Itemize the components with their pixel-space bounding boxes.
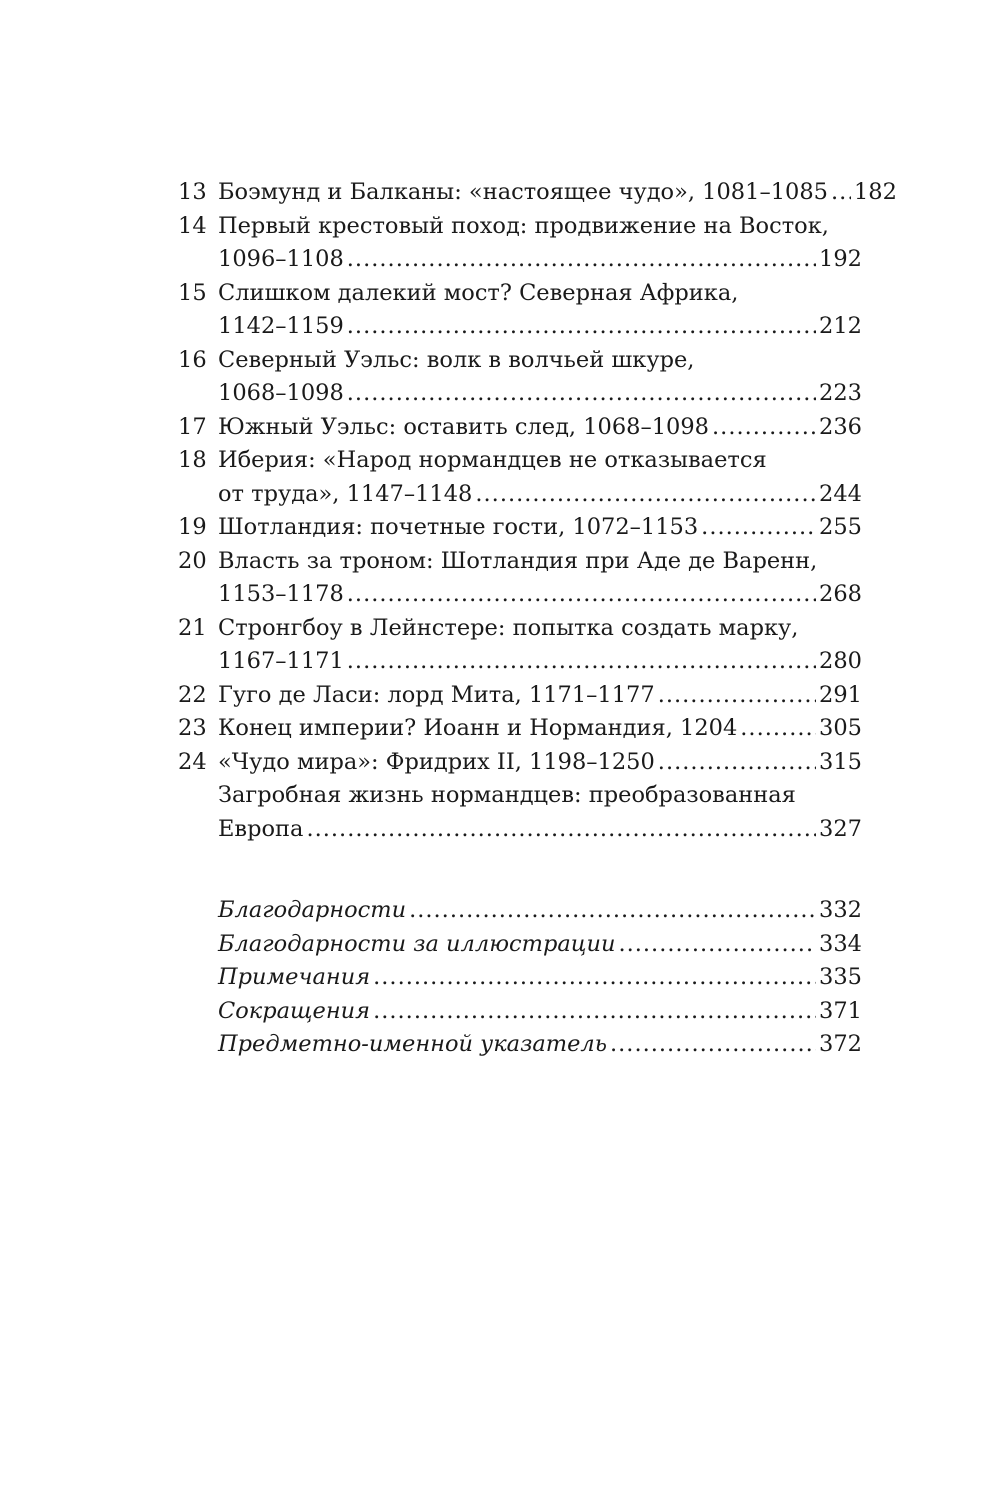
back-matter-title: Благодарности	[218, 897, 407, 923]
chapter-line	[218, 779, 862, 813]
dot-leader	[658, 679, 816, 713]
back-matter-line	[218, 1028, 862, 1062]
chapter-line	[218, 344, 862, 378]
chapter-number: 20	[178, 547, 207, 574]
chapter-title: 1068–1098	[218, 380, 344, 406]
chapter-number: 22	[178, 681, 207, 708]
chapter-line	[218, 645, 862, 679]
toc-entry[interactable]	[178, 444, 862, 511]
chapter-number: 18	[178, 447, 207, 473]
chapter-text	[218, 210, 862, 277]
chapter-title: Конец империи? Иоанн и Нормандия, 1204	[218, 715, 738, 741]
chapter-line	[218, 377, 862, 411]
page-number: 315	[819, 748, 862, 775]
back-matter-line	[218, 928, 862, 962]
dot-leader	[306, 813, 816, 847]
dot-leader	[347, 310, 816, 344]
dot-leader	[347, 578, 816, 612]
dot-leader	[618, 928, 816, 962]
chapter-title: Стронгбоу в Лейнстере: попытка создать марку,	[218, 614, 799, 641]
toc-entry[interactable]	[178, 746, 862, 780]
chapter-number: 23	[178, 715, 207, 741]
toc-entry[interactable]	[178, 1028, 862, 1062]
toc-entry[interactable]	[178, 411, 862, 445]
chapter-text	[218, 344, 862, 411]
chapter-line	[218, 511, 862, 545]
back-matter-title: Сокращения	[218, 997, 371, 1024]
back-matter-text	[218, 1028, 862, 1062]
page-number: 236	[819, 413, 862, 440]
dot-leader	[712, 411, 816, 445]
back-matter-text	[218, 995, 862, 1029]
chapter-title: Северный Уэльс: волк в волчьей шкуре,	[218, 346, 695, 373]
page-number: 332	[819, 897, 862, 923]
chapter-title: Европа	[218, 815, 304, 842]
dot-leader	[347, 243, 816, 277]
back-matter-title: Предметно-именной указатель	[218, 1031, 607, 1057]
chapter-line	[218, 545, 862, 579]
chapter-list	[178, 176, 897, 846]
toc-entry[interactable]	[178, 545, 862, 612]
chapter-text	[218, 746, 862, 780]
table-of-contents	[178, 176, 897, 1062]
chapter-line	[218, 813, 862, 847]
page-number: 280	[819, 648, 862, 674]
page-number: 305	[819, 715, 862, 741]
toc-entry[interactable]	[178, 928, 862, 962]
toc-entry[interactable]	[178, 679, 862, 713]
chapter-line	[218, 444, 862, 478]
chapter-line	[218, 176, 897, 210]
chapter-title: Южный Уэльс: оставить след, 1068–1098	[218, 413, 710, 440]
dot-leader	[740, 712, 816, 746]
dot-leader	[347, 645, 816, 679]
chapter-text	[218, 277, 862, 344]
dot-leader	[831, 176, 851, 210]
page-number: 372	[819, 1031, 862, 1057]
chapter-title: Загробная жизнь нормандцев: преобразованная	[218, 782, 796, 808]
back-matter-line	[218, 894, 862, 928]
back-matter-line	[218, 995, 862, 1029]
dot-leader	[610, 1028, 816, 1062]
page-number: 291	[819, 681, 862, 708]
back-matter-list	[178, 894, 862, 1062]
chapter-text	[218, 511, 862, 545]
chapter-title: 1153–1178	[218, 581, 344, 607]
toc-entry[interactable]	[178, 210, 862, 277]
back-matter-text	[218, 928, 862, 962]
chapter-title: 1167–1171	[218, 648, 344, 674]
page-number: 334	[819, 930, 862, 957]
toc-entry[interactable]	[178, 779, 862, 846]
chapter-line	[218, 612, 862, 646]
section-gap	[178, 846, 862, 894]
chapter-text	[218, 712, 862, 746]
chapter-number: 14	[178, 212, 207, 239]
chapter-title: Первый крестовый поход: продвижение на Восток,	[218, 212, 829, 239]
chapter-title: от труда», 1147–1148	[218, 480, 473, 507]
page-number: 335	[819, 964, 862, 990]
toc-entry[interactable]	[178, 344, 862, 411]
chapter-number: 13	[178, 179, 207, 205]
dot-leader	[373, 961, 816, 995]
back-matter-text	[218, 961, 862, 995]
dot-leader	[373, 995, 816, 1029]
toc-entry[interactable]	[178, 712, 862, 746]
toc-entry[interactable]	[178, 961, 862, 995]
chapter-text	[218, 679, 862, 713]
dot-leader	[658, 746, 816, 780]
toc-entry[interactable]	[178, 511, 862, 545]
chapter-line	[218, 712, 862, 746]
chapter-title: Слишком далекий мост? Северная Африка,	[218, 279, 739, 306]
chapter-title: Гуго де Ласи: лорд Мита, 1171–1177	[218, 681, 655, 708]
back-matter-title: Примечания	[218, 964, 371, 990]
chapter-number: 15	[178, 279, 207, 306]
chapter-number: 21	[178, 614, 207, 641]
chapter-line	[218, 411, 862, 445]
chapter-title: 1096–1108	[218, 246, 344, 272]
page-number: 327	[819, 815, 862, 842]
back-matter-title: Благодарности за иллюстрации	[218, 930, 616, 957]
page-number: 212	[819, 313, 862, 339]
chapter-title: 1142–1159	[218, 313, 344, 339]
chapter-number: 16	[178, 346, 207, 373]
chapter-number: 24	[178, 748, 207, 775]
page-number: 255	[819, 514, 862, 540]
chapter-text	[218, 411, 862, 445]
dot-leader	[409, 894, 816, 928]
toc-entry[interactable]	[178, 612, 862, 679]
chapter-text	[218, 779, 862, 846]
toc-entry[interactable]	[178, 894, 862, 928]
chapter-text	[218, 176, 897, 210]
chapter-title: Власть за троном: Шотландия при Аде де Варенн,	[218, 547, 818, 574]
chapter-line	[218, 578, 862, 612]
page-number: 223	[819, 380, 862, 406]
chapter-line	[218, 478, 862, 512]
dot-leader	[701, 511, 816, 545]
toc-entry[interactable]	[178, 176, 897, 210]
dot-leader	[475, 478, 816, 512]
chapter-line	[218, 310, 862, 344]
chapter-number: 19	[178, 514, 207, 540]
chapter-line	[218, 679, 862, 713]
chapter-text	[218, 545, 862, 612]
toc-entry[interactable]	[178, 995, 862, 1029]
chapter-text	[218, 444, 862, 511]
chapter-text	[218, 612, 862, 679]
chapter-line	[218, 277, 862, 311]
chapter-title: Иберия: «Народ нормандцев не отказывается	[218, 447, 767, 473]
page-number: 244	[819, 480, 862, 507]
page-number: 268	[819, 581, 862, 607]
page-number: 371	[819, 997, 862, 1024]
chapter-line	[218, 210, 862, 244]
page-number: 192	[819, 246, 862, 272]
chapter-title: «Чудо мира»: Фридрих II, 1198–1250	[218, 748, 655, 775]
toc-entry[interactable]	[178, 277, 862, 344]
back-matter-line	[218, 961, 862, 995]
chapter-line	[218, 746, 862, 780]
page-number: 182	[853, 179, 897, 205]
chapter-line	[218, 243, 862, 277]
back-matter-text	[218, 894, 862, 928]
dot-leader	[347, 377, 816, 411]
chapter-title: Шотландия: почетные гости, 1072–1153	[218, 514, 699, 540]
chapter-number: 17	[178, 413, 207, 440]
chapter-title: Боэмунд и Балканы: «настоящее чудо», 1081–1085	[218, 179, 828, 205]
